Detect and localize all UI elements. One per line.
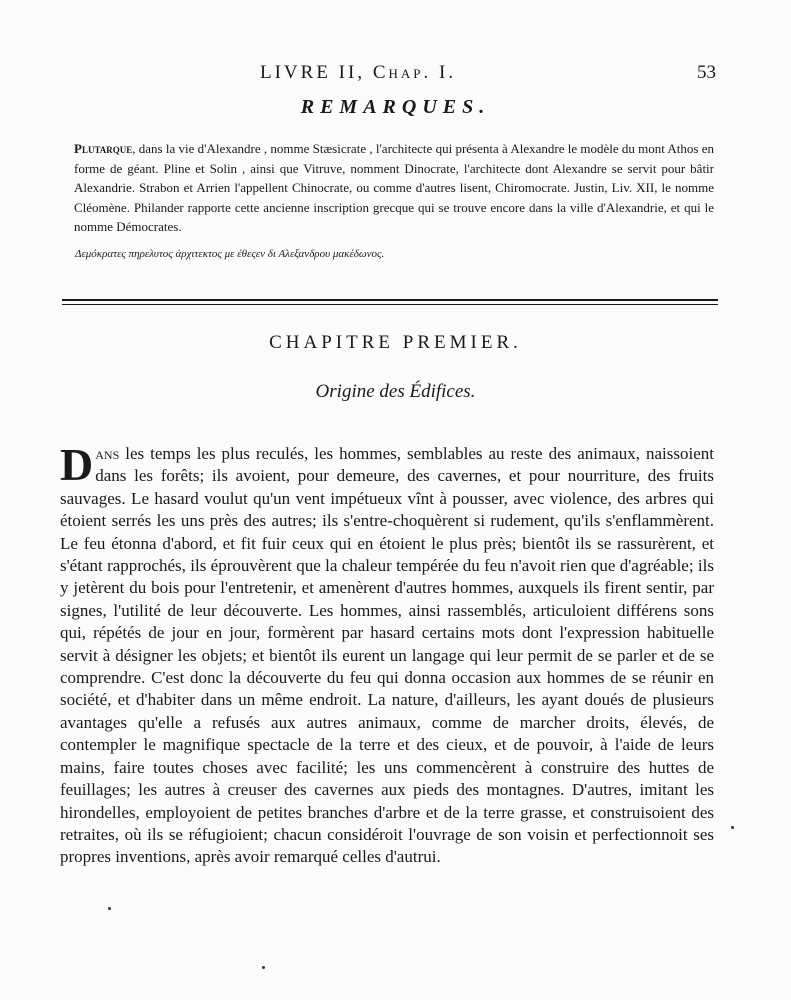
remarques-lead-word: Plutarque xyxy=(74,141,133,156)
print-speck xyxy=(731,826,734,829)
page-header xyxy=(60,62,716,86)
greek-inscription: Δεμόκρατες πηρελυτος ἀρχιτεκτος με ἐθεςεν δι Αλεξανδρου μακέδωνος. xyxy=(75,248,385,260)
remarques-note xyxy=(74,139,714,237)
print-speck xyxy=(262,966,265,969)
chapter-body-paragraph xyxy=(60,439,714,869)
remarques-text: , dans la vie d'Alexandre , nomme Stæsicrate , l'architecte qui présenta à Alexandre le modèle du mont Athos en forme de géant. Pline et Solin , ainsi que Vitruve, nomment Dinocrate, l'architecte dont Alexandre se servit pour bâtir Alexandrie. Strabon et Arrien l'appellent Chinocrate, ou comme d'autres lisent, Chiromocrate. Justin, Liv. XII, le nomme Cléomène. Philander rapporte cette ancienne inscription grecque qui se trouve encore dans la ville d'Alexandrie, et qui le nomme Démocrates. xyxy=(74,141,714,234)
opening-smallcaps: ans xyxy=(95,444,120,463)
running-title: LIVRE II, Chap. I. xyxy=(260,62,457,83)
remarques-heading: REMARQUES. xyxy=(300,96,491,118)
drop-cap: D xyxy=(60,439,94,490)
chapter-subtitle: Origine des Édifices. xyxy=(315,381,476,402)
chapter-title: CHAPITRE PREMIER. xyxy=(269,332,522,353)
section-divider-thin xyxy=(62,304,718,305)
print-speck xyxy=(108,907,111,910)
page-number: 53 xyxy=(697,62,716,83)
section-divider-thick xyxy=(62,299,718,301)
body-text: les temps les plus reculés, les hommes, semblables au reste des animaux, naissoient dans les forêts; ils avoient, pour demeure, des cavernes, et pour nourriture, des fruits sauvages. Le hasard voulut qu'un vent impétueux vînt à pousser, avec violence, des arbres qui étoient serrés les uns près des autres; ils s'entre-choquèrent si rudement, qu'ils s'enflammèrent. Le feu étonna d'abord, et fit fuir ceux qui en étoient le plus près; bientôt ils se rassurèrent, et s'étant rapprochés, ils éprouvèrent que la chaleur tempérée du feu n'avoit rien que d'agréable; ils y jetèrent du bois pour l'entretenir, et amenèrent d'autres hommes, auxquels ils firent sentir, par signes, l'utilité de leur découverte. Les hommes, ainsi rassemblés, articuloient différens sons qui, répétés de jour en jour, formèrent par hasard certains mots dont l'expression habituelle servit à désigner les objets; et bientôt ils eurent un langage qui leur permit de se parler et de se comprendre. C'est donc la découverte du feu qui donna occasion aux hommes de se réunir en société, et d'habiter dans un même endroit. La nature, d'ailleurs, les ayant doués de plusieurs avantages qu'elle a refusés aux autres animaux, comme de marcher droits, élevés, de contempler le magnifique spectacle de la terre et des cieux, et de pouvoir, à l'aide de leurs mains, faire toutes choses avec facilité; les uns commencèrent à construire des huttes de feuillages; les autres à creuser des cavernes aux pieds des montagnes. D'autres, imitant les hirondelles, employoient de petites branches d'arbre et de la terre grasse, et construisoient des retraites, où ils se réfugioient; chacun considéroit l'ouvrage de son voisin et perfectionnoit ses propres inventions, après avoir remarqué celles d'autrui. xyxy=(60,444,714,867)
